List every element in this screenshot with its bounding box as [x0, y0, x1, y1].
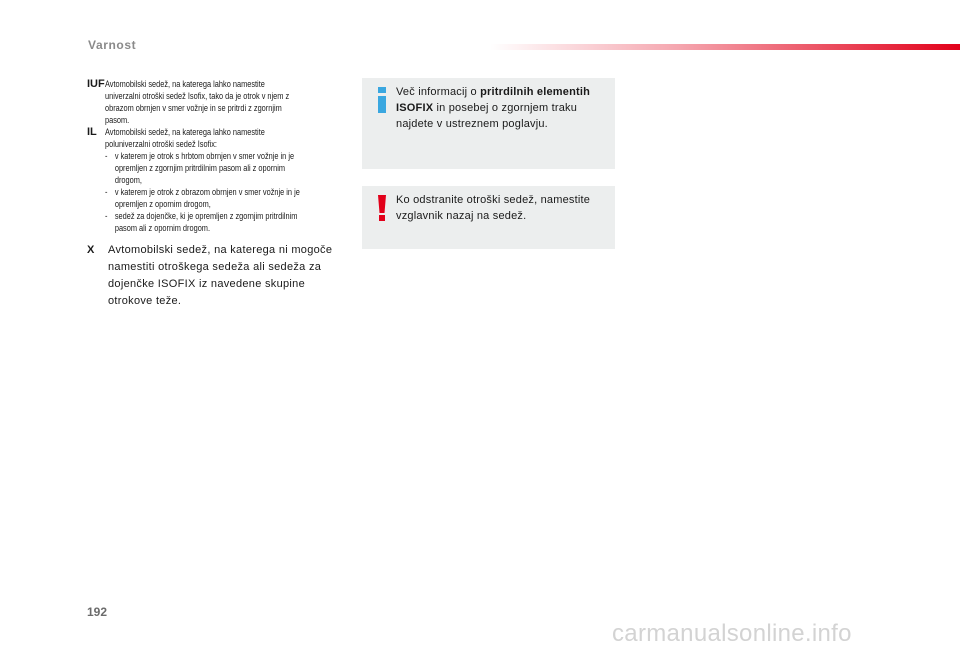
list-item-text: v katerem je otrok s hrbtom obrnjen v smer vožnje in je opremljen z zgornjim pritrdilnim pasom ali z opornim drogom, [114, 151, 294, 185]
definition-iuf [87, 78, 345, 126]
list-item [105, 210, 302, 234]
dash-bullet: - [104, 187, 108, 197]
definition-text: Avtomobilski sedež, na katerega lahko namestite poluniverzalni otroški sedež Isofix: [104, 127, 265, 149]
watermark: carmanualsonline.info [612, 620, 852, 647]
dash-bullet: - [104, 151, 108, 161]
info-icon [375, 87, 389, 113]
definition-body [105, 126, 302, 234]
definition-text: Avtomobilski sedež, na katerega lahko namestite univerzalni otroški sedež Isofix, tako da je otrok v njem z obrazom obrnjen v smer vožnje in se pritrdi z zgornjim pasom. [104, 79, 289, 125]
section-title: Varnost [88, 38, 137, 52]
list-item [105, 150, 302, 186]
info-box [362, 78, 615, 169]
list-item-text: v katerem je otrok z obrazom obrnjen v smer vožnje in je opremljen z opornim drogom, [114, 187, 300, 209]
definition-code: X [87, 244, 95, 256]
warning-text: Ko odstranite otroški sedež, namestite vzglavnik nazaj na sedež. [396, 194, 591, 222]
definition-il [87, 126, 345, 234]
dash-bullet: - [104, 211, 108, 221]
definition-code: IUF [87, 78, 105, 90]
info-text-plain: in posebej o zgornjem traku najdete v ustreznem poglavju. [396, 102, 578, 130]
definition-text: Avtomobilski sedež, na katerega ni mogoče namestiti otroškega sedeža ali sedeža za dojenčke ISOFIX iz navedene skupine otrokove teže. [108, 244, 333, 307]
info-text [396, 84, 608, 132]
definition-code: IL [87, 126, 97, 138]
page-number: 192 [87, 605, 108, 619]
info-text-bold: pritrdilnih elementih ISOFIX [396, 86, 591, 114]
definition-x [87, 242, 345, 310]
isofix-definitions [87, 78, 345, 310]
warning-icon [375, 195, 389, 221]
warning-box [362, 186, 615, 249]
list-item [105, 186, 302, 210]
list-item-text: sedež za dojenčke, ki je opremljen z zgornjim pritrdilnim pasom ali z opornim drogom. [114, 211, 298, 233]
info-text-plain: Več informacij o [396, 86, 481, 98]
header-accent-line [490, 44, 960, 50]
